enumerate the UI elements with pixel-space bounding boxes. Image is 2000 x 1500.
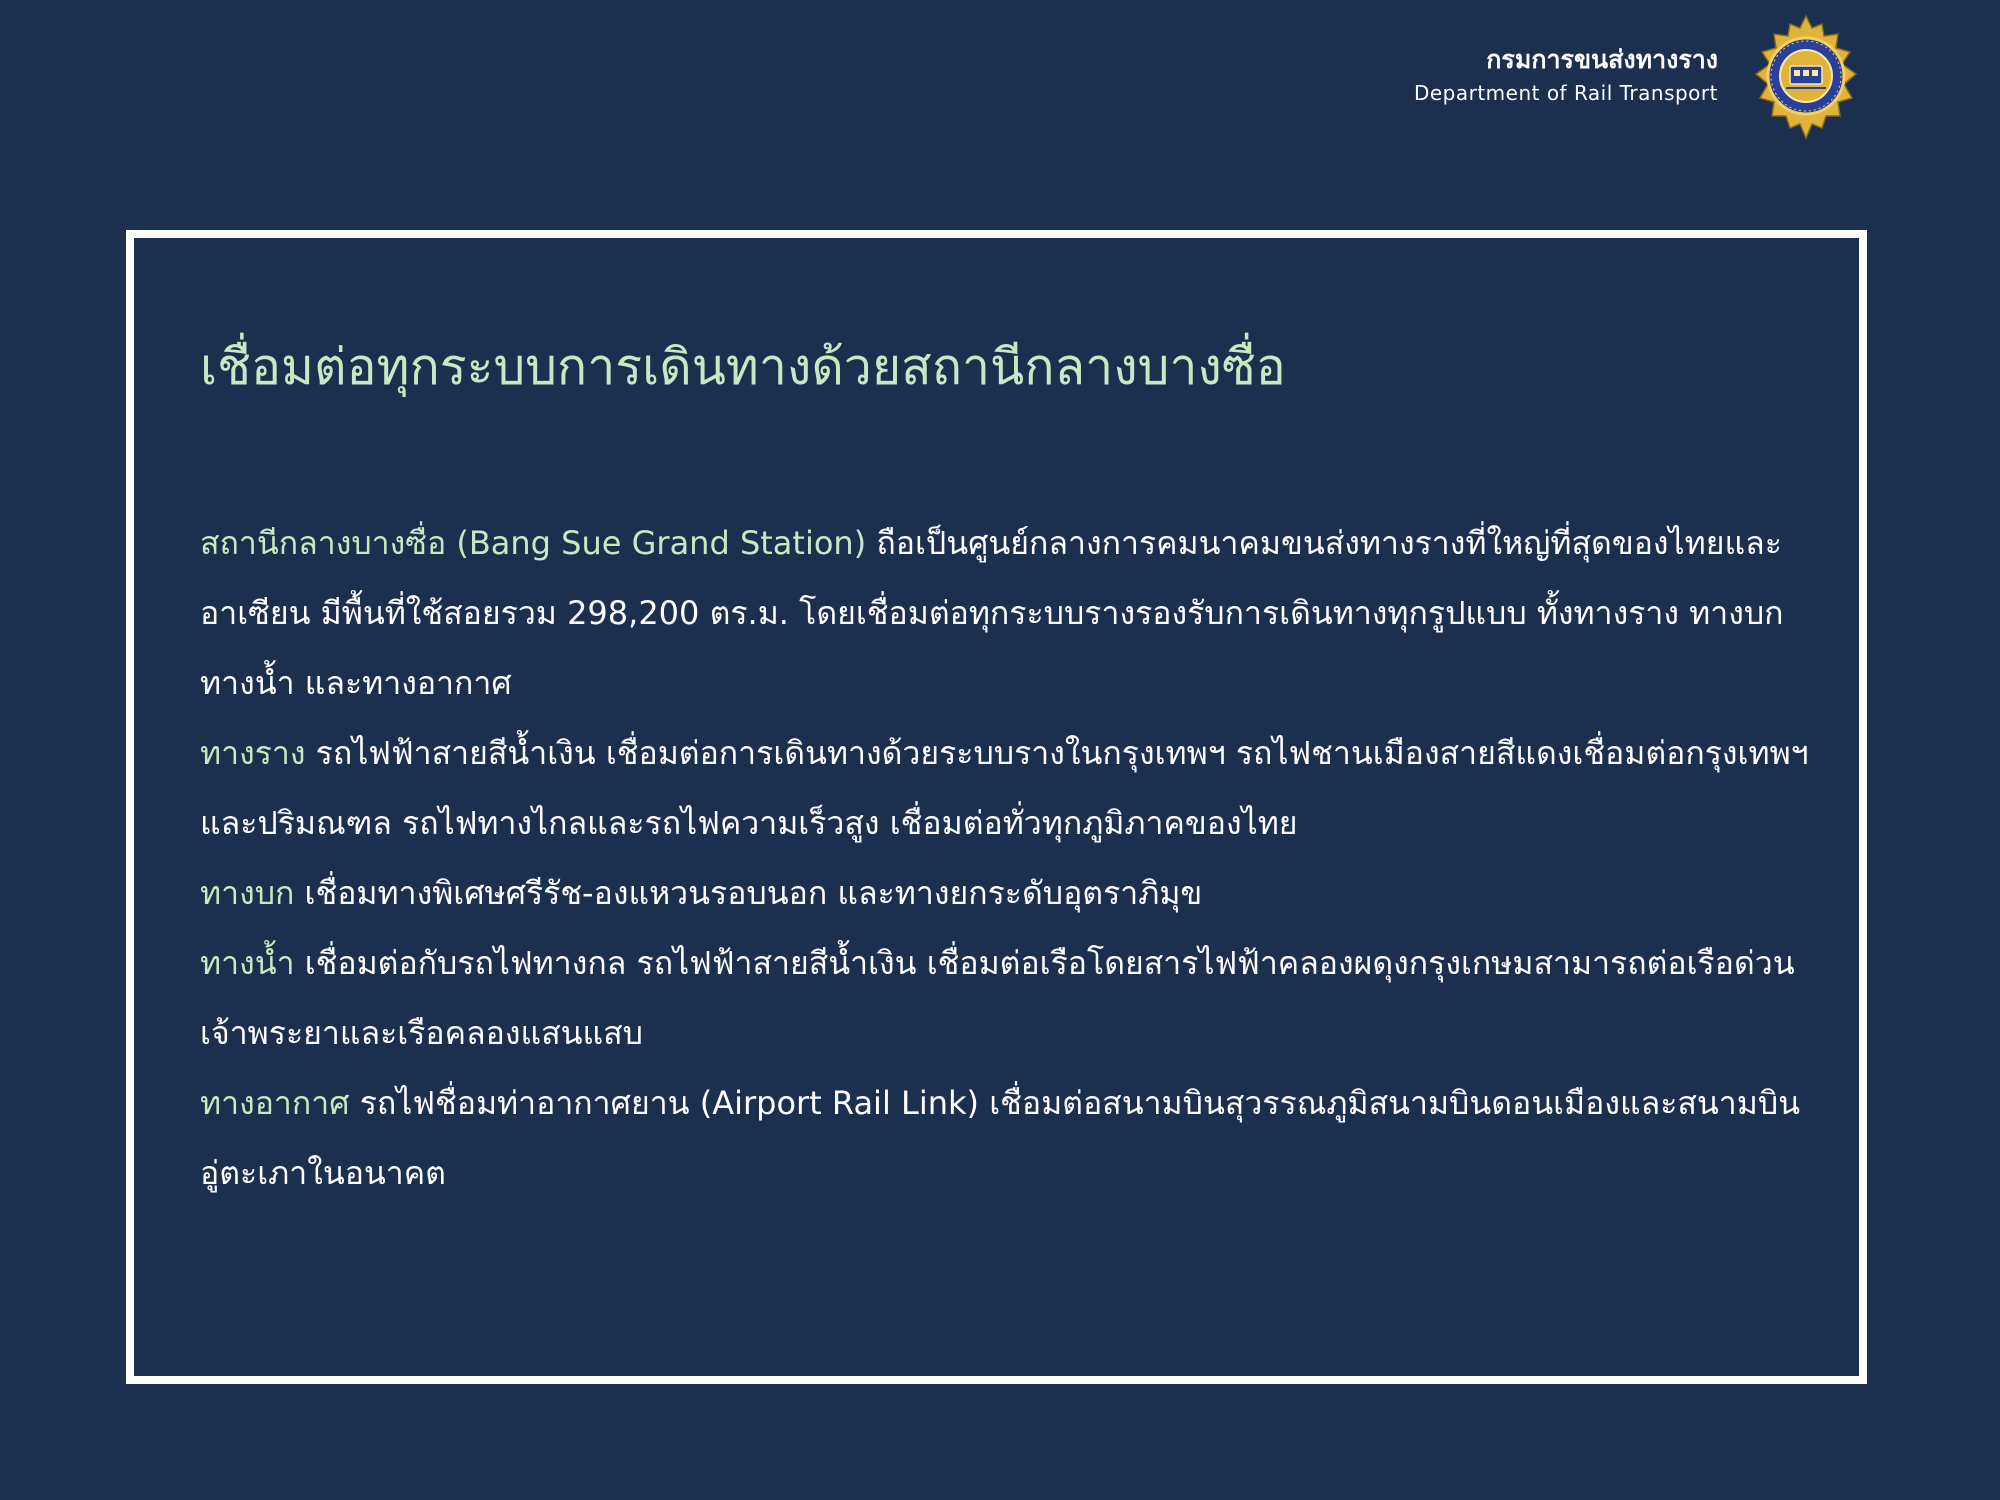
- paragraph-water: [200, 928, 1812, 1068]
- body-road: เชื่อมทางพิเศษศรีรัช-องแหวนรอบนอก และทางยกระดับอุตราภิมุข: [294, 874, 1203, 912]
- department-seal-icon: [1752, 14, 1860, 142]
- body-bang-sue: ถือเป็นศูนย์กลางการคมนาคมขนส่งทางรางที่ใหญ่ที่สุดของไทยและอาเซียน มีพื้นที่ใช้สอยรวม 298,200 ตร.ม. โดยเชื่อมต่อทุกระบบรางรองรับการเดินทางทุกรูปแบบ ทั้งทางราง ทางบก ทางน้ำ และทางอากาศ: [200, 524, 1784, 702]
- header-org-name: [1414, 42, 1718, 108]
- body-water: เชื่อมต่อกับรถไฟทางกล รถไฟฟ้าสายสีน้ำเงิน เชื่อมต่อเรือโดยสารไฟฟ้าคลองผดุงกรุงเกษมสามารถต่อเรือด่วนเจ้าพระยาและเรือคลองแสนแสบ: [200, 944, 1795, 1052]
- lead-water: ทางน้ำ: [200, 944, 295, 982]
- paragraph-rail: [200, 718, 1812, 858]
- lead-air: ทางอากาศ: [200, 1084, 350, 1122]
- paragraph-air: [200, 1068, 1812, 1208]
- body-air: รถไฟชื่อมท่าอากาศยาน (Airport Rail Link) เชื่อมต่อสนามบินสุวรรณภูมิสนามบินดอนเมืองและสนามบินอู่ตะเภาในอนาคต: [200, 1084, 1801, 1192]
- lead-bang-sue: สถานีกลางบางซื่อ (Bang Sue Grand Station): [200, 524, 867, 562]
- lead-rail: ทางราง: [200, 734, 306, 772]
- paragraph-bang-sue: [200, 508, 1812, 718]
- paragraph-road: [200, 858, 1812, 928]
- body-rail: รถไฟฟ้าสายสีน้ำเงิน เชื่อมต่อการเดินทางด้วยระบบรางในกรุงเทพฯ รถไฟชานเมืองสายสีแดงเชื่อมต่อกรุงเทพฯ และปริมณฑล รถไฟทางไกลและรถไฟความเร็วสูง เชื่อมต่อทั่วทุกภูมิภาคของไทย: [200, 734, 1809, 842]
- slide-body: [200, 508, 1812, 1208]
- org-name-thai: กรมการขนส่งทางราง: [1486, 45, 1718, 74]
- org-name-english: Department of Rail Transport: [1413, 81, 1718, 105]
- lead-road: ทางบก: [200, 874, 295, 912]
- slide-title: เชื่อมต่อทุกระบบการเดินทางด้วยสถานีกลางบางซื่อ: [200, 338, 1286, 396]
